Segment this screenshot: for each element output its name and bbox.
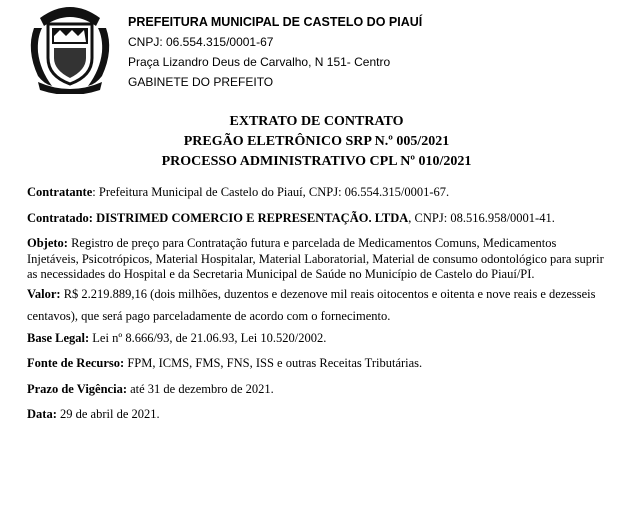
valor-label: Valor: (27, 286, 61, 301)
objeto-label: Objeto: (27, 236, 68, 250)
prazo-row (27, 382, 605, 398)
objeto-row (27, 236, 605, 283)
fonte-row (27, 356, 605, 372)
data-row (27, 407, 605, 423)
contratado-name: DISTRIMED COMERCIO E REPRESENTAÇÃO. LTDA (92, 210, 409, 225)
title-extrato: EXTRATO DE CONTRATO (229, 114, 404, 129)
valor-row (27, 283, 605, 327)
title-processo: PROCESSO ADMINISTRATIVO CPL Nº 010/2021 (161, 154, 472, 169)
org-address: Praça Lizandro Deus de Carvalho, N 151- Centro (128, 55, 391, 69)
contratante-value: : Prefeitura Municipal de Castelo do Piauí, CNPJ: 06.554.315/0001-67. (92, 185, 450, 199)
org-department: GABINETE DO PREFEITO (128, 75, 274, 89)
contratado-value: , CNPJ: 08.516.958/0001-41. (408, 210, 555, 225)
prazo-value: até 31 de dezembro de 2021. (126, 381, 274, 396)
contratado-row (27, 211, 605, 227)
municipal-coat-of-arms-icon (24, 0, 116, 94)
contratante-label: Contratante (27, 185, 93, 199)
valor-value: R$ 2.219.889,16 (dois milhões, duzentos e dezenove mil reais oitocentos e oitenta e nove reais e dezesseis centavos), que será pago parceladamente de acordo com o fornecimento. (27, 286, 596, 323)
org-cnpj: CNPJ: 06.554.315/0001-67 (128, 35, 274, 49)
org-name: PREFEITURA MUNICIPAL DE CASTELO DO PIAUÍ (128, 15, 423, 29)
contratado-label: Contratado: (27, 210, 93, 225)
fonte-value: FPM, ICMS, FMS, FNS, ISS e outras Receitas Tributárias. (124, 356, 423, 370)
base-legal-value: Lei nº 8.666/93, de 21.06.93, Lei 10.520/2002. (89, 330, 327, 345)
objeto-value: Registro de preço para Contratação futura e parcelada de Medicamentos Comuns, Medicamentos Injetáveis, Psicotrópicos, Material Hospitalar, Material Laboratorial, Material de consumo odontológico para suprir as necessidades do Hospital e da Secretaria Municipal de Saúde no Município de Castelo do Piauí/PI. (27, 236, 604, 281)
letterhead (128, 12, 422, 92)
base-legal-row (27, 331, 605, 347)
base-legal-label: Base Legal: (27, 330, 90, 345)
data-value: 29 de abril de 2021. (56, 407, 160, 421)
title-pregao: PREGÃO ELETRÔNICO SRP N.º 005/2021 (183, 134, 450, 149)
contratante-row (27, 185, 605, 201)
fonte-label: Fonte de Recurso: (27, 356, 125, 370)
data-label: Data: (27, 407, 57, 421)
contract-body (27, 185, 605, 423)
document-titles (0, 112, 633, 172)
prazo-label: Prazo de Vigência: (27, 381, 127, 396)
